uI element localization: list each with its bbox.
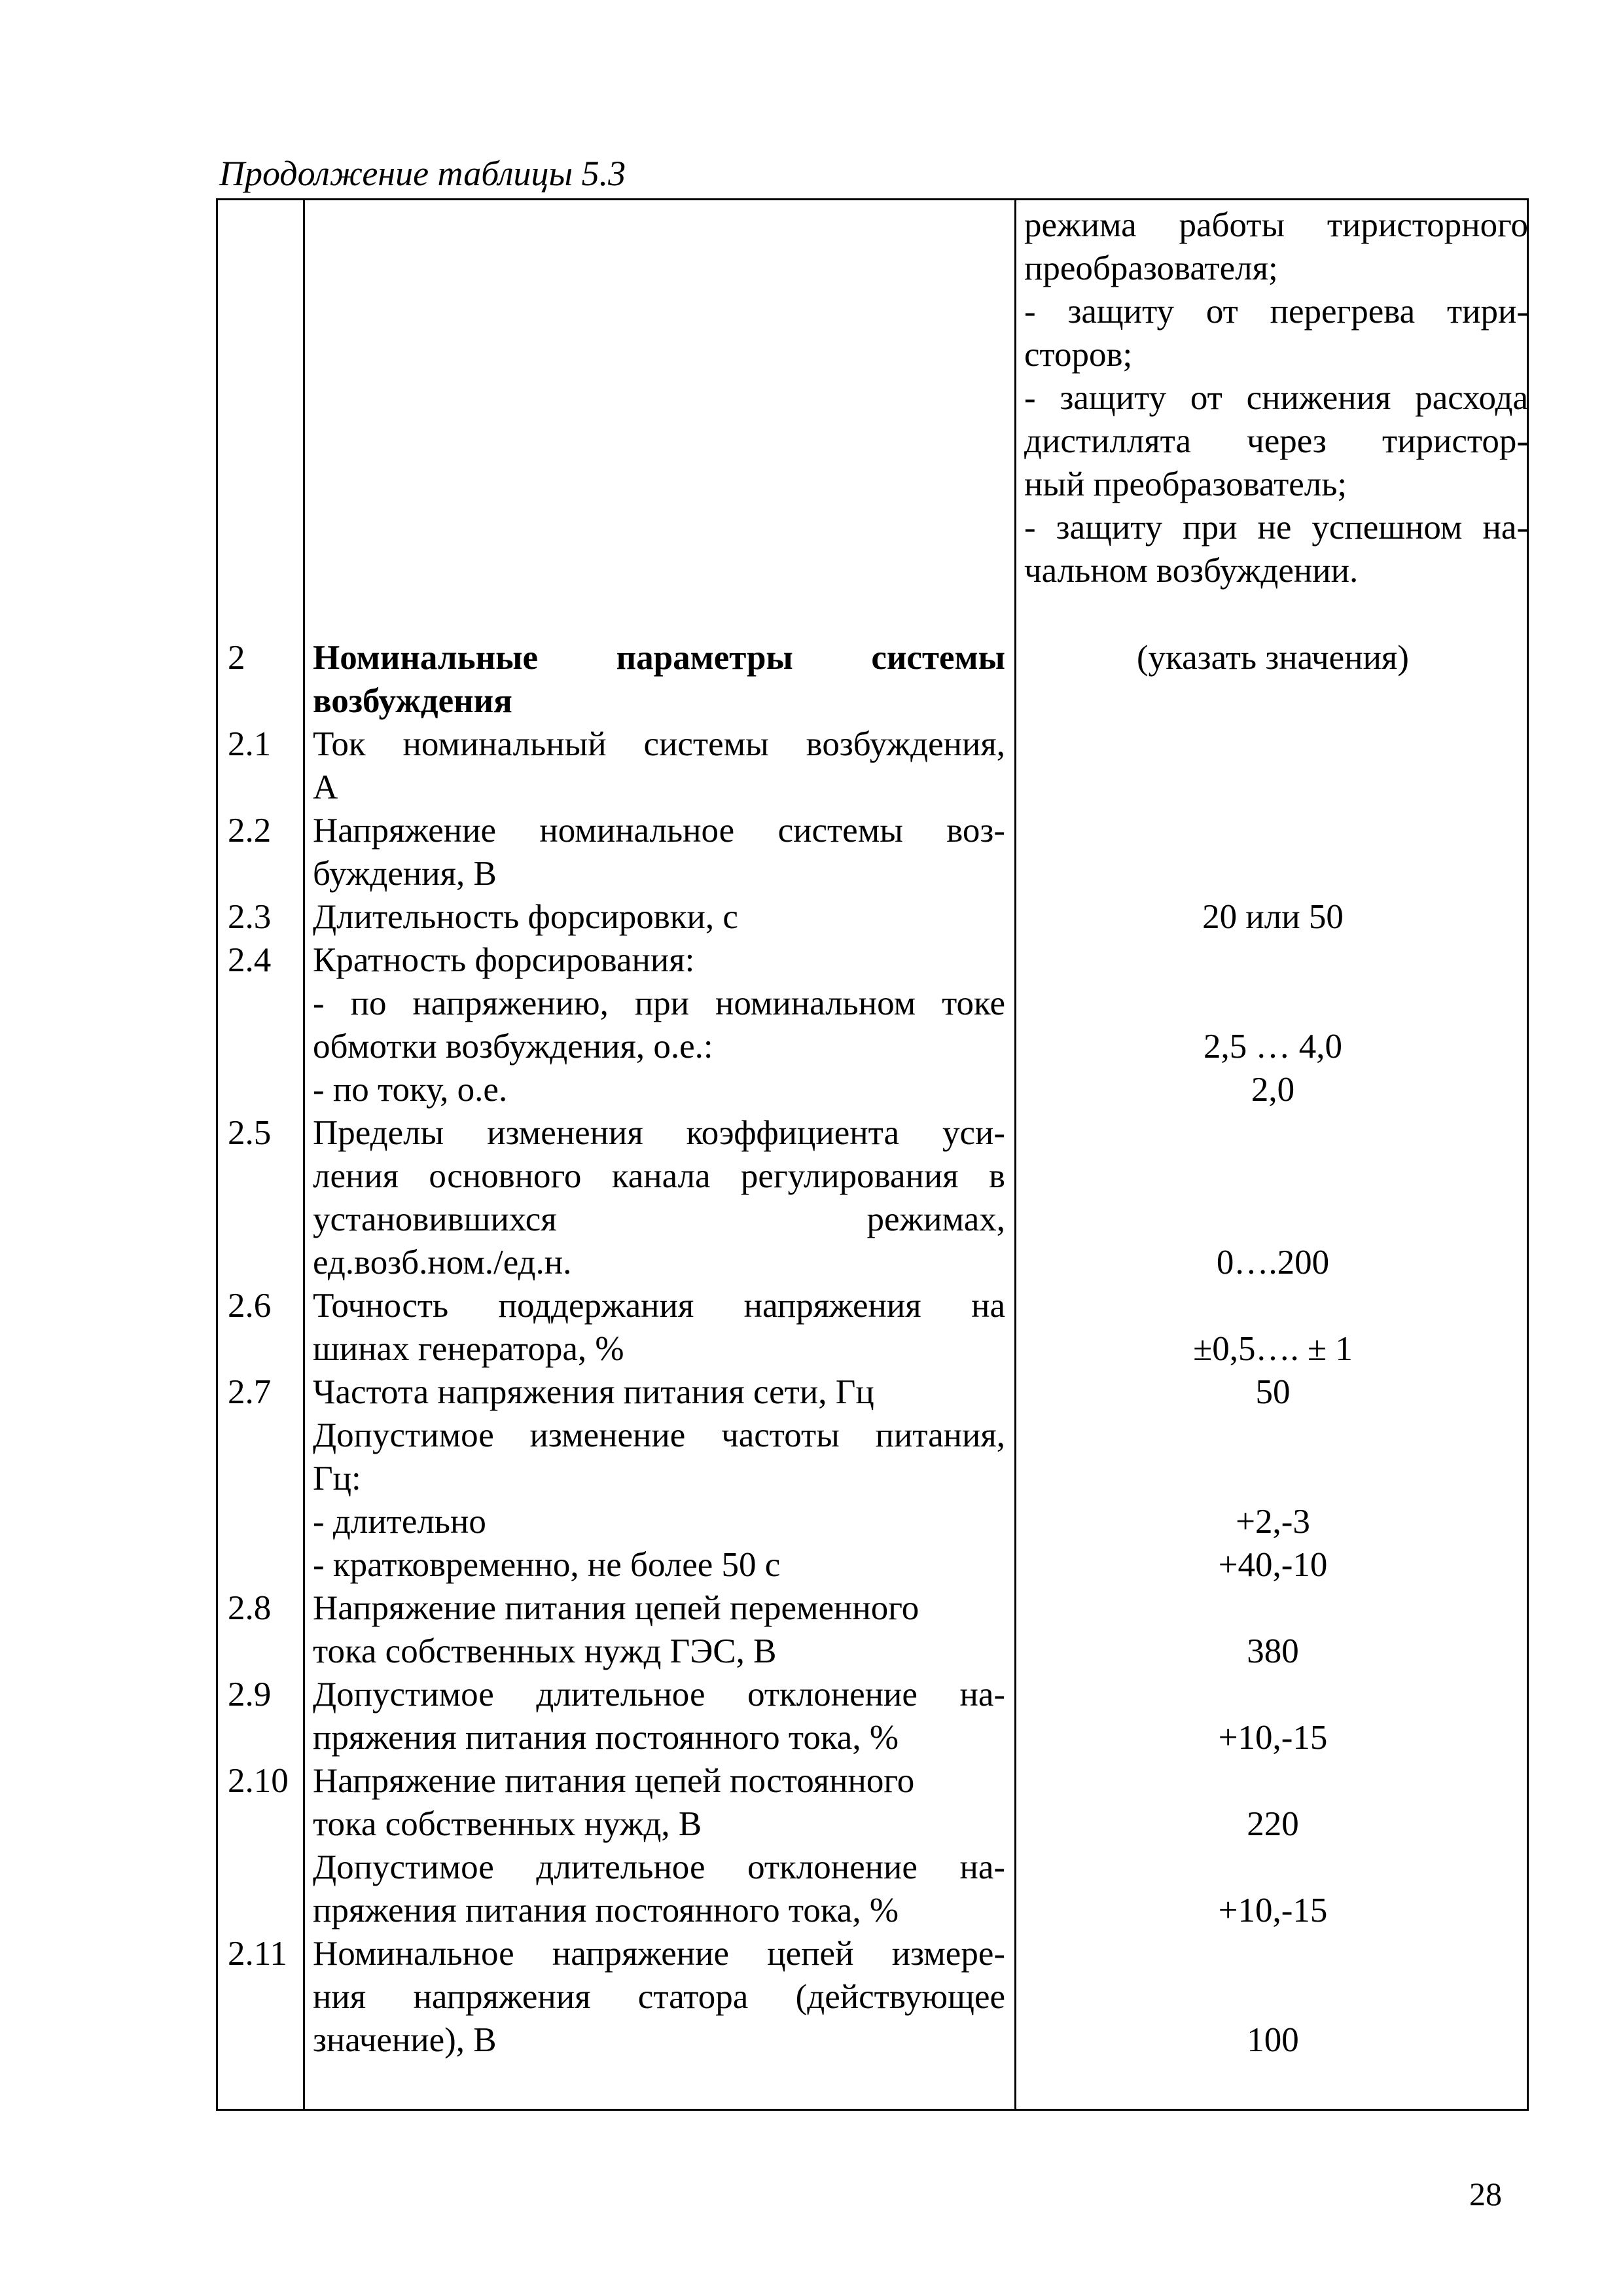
- row-text-line: А: [313, 768, 338, 806]
- row-value: 2,0: [1251, 1071, 1295, 1109]
- row-text-line: Допустимое длительное отклонение на-: [313, 1676, 1005, 1713]
- row-number: 2.1: [228, 725, 272, 763]
- row-text-line: Гц:: [313, 1460, 361, 1498]
- row-text-line: буждения, В: [313, 855, 497, 893]
- continuation-line: - защиту от снижения расхода: [1024, 379, 1528, 417]
- row-text-line: тока собственных нужд ГЭС, В: [313, 1632, 777, 1670]
- row-number: 2.11: [228, 1935, 287, 1973]
- row-value: ±0,5…. ± 1: [1193, 1330, 1353, 1368]
- row-text-line: тока собственных нужд, В: [313, 1805, 702, 1843]
- row-value: +40,-10: [1218, 1546, 1328, 1584]
- row-text-line: обмотки возбуждения, о.е.:: [313, 1028, 713, 1066]
- row-text-line: установившихся режимах,: [313, 1200, 1005, 1238]
- row-text-line: Номинальное напряжение цепей измере-: [313, 1935, 1005, 1973]
- continuation-line: сторов;: [1024, 336, 1133, 374]
- row-number: 2.10: [228, 1762, 289, 1800]
- row-number: 2.7: [228, 1373, 272, 1411]
- row-text-line: Допустимое длительное отклонение на-: [313, 1848, 1005, 1886]
- row-text-line: Напряжение питания цепей переменного: [313, 1589, 919, 1627]
- row-number: 2.9: [228, 1676, 272, 1713]
- row-text-line: Длительность форсировки, с: [313, 898, 738, 936]
- row-text-line: Кратность форсирования:: [313, 941, 695, 979]
- row-text-line: Пределы изменения коэффициента уси-: [313, 1114, 1005, 1152]
- row-number: 2.5: [228, 1114, 272, 1152]
- row-text-line: ед.возб.ном./ед.н.: [313, 1244, 572, 1282]
- row-text-line: Допустимое изменение частоты питания,: [313, 1416, 1005, 1454]
- row-value: 20 или 50: [1202, 898, 1344, 936]
- row-text-line: пряжения питания постоянного тока, %: [313, 1719, 899, 1757]
- continuation-line: чальном возбуждении.: [1024, 552, 1359, 590]
- row-value: 2,5 … 4,0: [1204, 1028, 1342, 1066]
- row-text-line: - по напряжению, при номинальном токе: [313, 984, 1005, 1022]
- row-text-line: возбуждения: [313, 682, 512, 720]
- row-text-line: значение), В: [313, 2021, 497, 2059]
- row-value: 220: [1247, 1805, 1299, 1843]
- row-text-line: - кратковременно, не более 50 с: [313, 1546, 781, 1584]
- row-text-line: пряжения питания постоянного тока, %: [313, 1892, 899, 1929]
- row-number: 2.8: [228, 1589, 272, 1627]
- continuation-line: ный преобразователь;: [1024, 465, 1347, 503]
- page-number: 28: [1469, 2176, 1502, 2212]
- row-text-line: Частота напряжения питания сети, Гц: [313, 1373, 874, 1411]
- row-value: 0….200: [1216, 1244, 1330, 1282]
- row-number: 2.6: [228, 1287, 272, 1325]
- column-divider-1: [303, 200, 305, 2109]
- table-caption: Продолжение таблицы 5.3: [219, 154, 626, 193]
- row-text-line: Напряжение питания цепей постоянного: [313, 1762, 915, 1800]
- parameters-table: [216, 198, 1529, 2111]
- continuation-line: - защиту от перегрева тири-: [1024, 293, 1528, 331]
- row-text-line: Напряжение номинальное системы воз-: [313, 812, 1005, 850]
- row-value: +10,-15: [1218, 1892, 1328, 1929]
- continuation-line: - защиту при не успешном на-: [1024, 509, 1528, 547]
- continuation-line: дистиллята через тиристор-: [1024, 422, 1528, 460]
- row-value: 100: [1247, 2021, 1299, 2059]
- continuation-line: преобразователя;: [1024, 249, 1278, 287]
- row-number: 2.2: [228, 812, 272, 850]
- row-text-line: - по току, о.е.: [313, 1071, 508, 1109]
- row-value: +10,-15: [1218, 1719, 1328, 1757]
- continuation-line: режима работы тиристорного: [1024, 206, 1528, 244]
- row-text-line: Номинальные параметры системы: [313, 639, 1005, 677]
- row-text-line: - длительно: [313, 1503, 486, 1541]
- row-text-line: Точность поддержания напряжения на: [313, 1287, 1005, 1325]
- row-text-line: шинах генератора, %: [313, 1330, 624, 1368]
- row-text-line: ления основного канала регулирования в: [313, 1157, 1005, 1195]
- row-value: (указать значения): [1137, 639, 1409, 677]
- row-value: 50: [1255, 1373, 1291, 1411]
- row-number: 2.4: [228, 941, 272, 979]
- row-text-line: Ток номинальный системы возбуждения,: [313, 725, 1005, 763]
- row-number: 2.3: [228, 898, 272, 936]
- row-text-line: ния напряжения статора (действующее: [313, 1978, 1005, 2016]
- row-value: +2,-3: [1236, 1503, 1310, 1541]
- row-value: 380: [1247, 1632, 1299, 1670]
- row-number: 2: [228, 639, 245, 677]
